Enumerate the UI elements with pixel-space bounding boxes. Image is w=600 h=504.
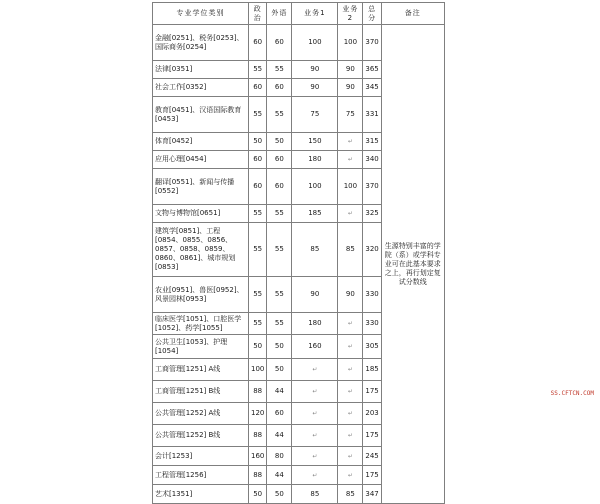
empty-cell-mark: ↵ xyxy=(312,471,318,479)
cell-subject1: 85 xyxy=(292,223,338,277)
cell-subject2 xyxy=(338,403,363,425)
header-major: 专业学位类别 xyxy=(153,3,249,25)
cell-major: 工程管理[1256] xyxy=(153,466,249,485)
cell-foreign-language: 55 xyxy=(267,277,292,313)
header-politics: 政治 xyxy=(249,3,267,25)
cell-major: 法律[0351] xyxy=(153,61,249,79)
cell-major: 临床医学[1051]、口腔医学[1052]、药学[1055] xyxy=(153,313,249,335)
cell-subject2: 100 xyxy=(338,169,363,205)
cell-politics: 60 xyxy=(249,169,267,205)
header-total: 总分 xyxy=(363,3,381,25)
empty-cell-mark: ↵ xyxy=(347,388,353,395)
cell-politics: 55 xyxy=(249,61,267,79)
cell-major: 公共卫生[1053]、护理[1054] xyxy=(153,335,249,359)
cell-subject2 xyxy=(338,205,363,223)
empty-cell-mark: ↵ xyxy=(347,343,353,350)
cell-politics: 88 xyxy=(249,466,267,485)
cell-subject1 xyxy=(292,425,338,447)
cell-total: 370 xyxy=(363,25,381,61)
cell-total: 175 xyxy=(363,425,381,447)
cell-politics: 55 xyxy=(249,205,267,223)
cell-subject1: 160 xyxy=(292,335,338,359)
cell-politics: 50 xyxy=(249,335,267,359)
empty-cell-mark: ↵ xyxy=(347,432,353,439)
cell-major: 社会工作[0352] xyxy=(153,79,249,97)
cell-subject1: 180 xyxy=(292,313,338,335)
cell-total: 330 xyxy=(363,313,381,335)
cell-subject1: 185 xyxy=(292,205,338,223)
watermark: SS.CFTCN.COM xyxy=(550,390,594,397)
cell-subject2 xyxy=(338,313,363,335)
cell-subject1: 90 xyxy=(292,277,338,313)
cell-subject2: 100 xyxy=(338,25,363,61)
cell-total: 325 xyxy=(363,205,381,223)
cell-subject2: 90 xyxy=(338,79,363,97)
cell-subject2 xyxy=(338,381,363,403)
cell-major: 建筑学[0851]、工程[0854、0855、0856、0857、0858、0859、0860、0861]、城市规划[0853] xyxy=(153,223,249,277)
cell-politics: 60 xyxy=(249,25,267,61)
cell-major: 应用心理[0454] xyxy=(153,151,249,169)
cell-politics: 50 xyxy=(249,485,267,504)
header-subject2: 业务2 xyxy=(338,3,363,25)
cell-foreign-language: 44 xyxy=(267,466,292,485)
cell-subject1 xyxy=(292,447,338,466)
cell-major: 艺术[1351] xyxy=(153,485,249,504)
cell-foreign-language: 60 xyxy=(267,25,292,61)
cell-total: 331 xyxy=(363,97,381,133)
cell-foreign-language: 50 xyxy=(267,485,292,504)
cell-subject1 xyxy=(292,359,338,381)
cell-politics: 60 xyxy=(249,151,267,169)
cell-total: 245 xyxy=(363,447,381,466)
cell-politics: 88 xyxy=(249,381,267,403)
cell-politics: 50 xyxy=(249,133,267,151)
cell-subject1: 150 xyxy=(292,133,338,151)
cell-politics: 160 xyxy=(249,447,267,466)
empty-cell-mark: ↵ xyxy=(347,210,353,217)
cell-subject1: 85 xyxy=(292,485,338,504)
cell-politics: 55 xyxy=(249,313,267,335)
cell-total: 175 xyxy=(363,466,381,485)
cell-major: 公共管理[1252] B线 xyxy=(153,425,249,447)
empty-cell-mark: ↵ xyxy=(347,320,353,327)
header-row xyxy=(153,3,445,25)
cell-foreign-language: 60 xyxy=(267,403,292,425)
cell-total: 175 xyxy=(363,381,381,403)
cell-subject1: 100 xyxy=(292,25,338,61)
table-row xyxy=(153,25,445,61)
empty-cell-mark: ↵ xyxy=(347,156,353,163)
cell-politics: 55 xyxy=(249,97,267,133)
cell-subject2: 85 xyxy=(338,485,363,504)
cell-total: 315 xyxy=(363,133,381,151)
cell-foreign-language: 60 xyxy=(267,151,292,169)
cell-foreign-language: 80 xyxy=(267,447,292,466)
cell-total: 185 xyxy=(363,359,381,381)
cell-subject1: 90 xyxy=(292,79,338,97)
cell-subject2 xyxy=(338,466,363,485)
cell-foreign-language: 50 xyxy=(267,335,292,359)
cell-foreign-language: 55 xyxy=(267,313,292,335)
cell-major: 会计[1253] xyxy=(153,447,249,466)
cell-major: 文物与博物馆[0651] xyxy=(153,205,249,223)
cell-foreign-language: 50 xyxy=(267,133,292,151)
empty-cell-mark: ↵ xyxy=(312,410,318,417)
empty-cell-mark: ↵ xyxy=(347,452,353,460)
cell-subject2 xyxy=(338,133,363,151)
cell-subject1: 100 xyxy=(292,169,338,205)
score-table-body xyxy=(153,25,445,504)
cell-foreign-language: 55 xyxy=(267,223,292,277)
empty-cell-mark: ↵ xyxy=(347,471,353,479)
empty-cell-mark: ↵ xyxy=(312,366,318,373)
cell-major: 翻译[0551]、新闻与传播[0552] xyxy=(153,169,249,205)
cell-total: 340 xyxy=(363,151,381,169)
cell-foreign-language: 50 xyxy=(267,359,292,381)
cell-subject2: 90 xyxy=(338,277,363,313)
cell-total: 370 xyxy=(363,169,381,205)
header-note: 备注 xyxy=(381,3,444,25)
cell-subject1: 75 xyxy=(292,97,338,133)
cell-politics: 88 xyxy=(249,425,267,447)
cell-foreign-language: 60 xyxy=(267,169,292,205)
cell-major: 农业[0951]、兽医[0952]、风景园林[0953] xyxy=(153,277,249,313)
cell-foreign-language: 55 xyxy=(267,205,292,223)
cell-total: 365 xyxy=(363,61,381,79)
cell-total: 203 xyxy=(363,403,381,425)
cell-major: 金融[0251]、税务[0253]、国际商务[0254] xyxy=(153,25,249,61)
cell-subject2 xyxy=(338,335,363,359)
header-foreign-language: 外语 xyxy=(267,3,292,25)
cell-foreign-language: 44 xyxy=(267,425,292,447)
cell-total: 320 xyxy=(363,223,381,277)
score-table xyxy=(152,2,445,504)
cell-total: 347 xyxy=(363,485,381,504)
cell-subject2: 75 xyxy=(338,97,363,133)
cell-subject2 xyxy=(338,425,363,447)
cell-total: 305 xyxy=(363,335,381,359)
cell-foreign-language: 44 xyxy=(267,381,292,403)
cell-politics: 55 xyxy=(249,223,267,277)
cell-subject2: 85 xyxy=(338,223,363,277)
empty-cell-mark: ↵ xyxy=(347,366,353,373)
cell-politics: 120 xyxy=(249,403,267,425)
empty-cell-mark: ↵ xyxy=(347,410,353,417)
cell-subject1 xyxy=(292,466,338,485)
cell-major: 教育[0451]、汉语国际教育[0453] xyxy=(153,97,249,133)
cell-subject1: 90 xyxy=(292,61,338,79)
header-subject1: 业务1 xyxy=(292,3,338,25)
empty-cell-mark: ↵ xyxy=(312,388,318,395)
cell-subject2 xyxy=(338,151,363,169)
cell-subject2 xyxy=(338,359,363,381)
cell-foreign-language: 55 xyxy=(267,61,292,79)
cell-subject1: 180 xyxy=(292,151,338,169)
empty-cell-mark: ↵ xyxy=(312,452,318,460)
score-document xyxy=(152,2,445,504)
cell-total: 345 xyxy=(363,79,381,97)
note-cell: 生源特别丰富的学院（系）或学科专业可在此基本要求之上，再行划定复试分数线 xyxy=(381,25,444,504)
cell-major: 公共管理[1252] A线 xyxy=(153,403,249,425)
cell-major: 工商管理[1251] B线 xyxy=(153,381,249,403)
cell-subject1 xyxy=(292,403,338,425)
cell-major: 工商管理[1251] A线 xyxy=(153,359,249,381)
cell-politics: 100 xyxy=(249,359,267,381)
cell-foreign-language: 60 xyxy=(267,79,292,97)
cell-politics: 60 xyxy=(249,79,267,97)
cell-subject2 xyxy=(338,447,363,466)
cell-politics: 55 xyxy=(249,277,267,313)
cell-foreign-language: 55 xyxy=(267,97,292,133)
cell-total: 330 xyxy=(363,277,381,313)
cell-subject1 xyxy=(292,381,338,403)
empty-cell-mark: ↵ xyxy=(312,432,318,439)
cell-subject2: 90 xyxy=(338,61,363,79)
empty-cell-mark: ↵ xyxy=(347,138,353,145)
cell-major: 体育[0452] xyxy=(153,133,249,151)
